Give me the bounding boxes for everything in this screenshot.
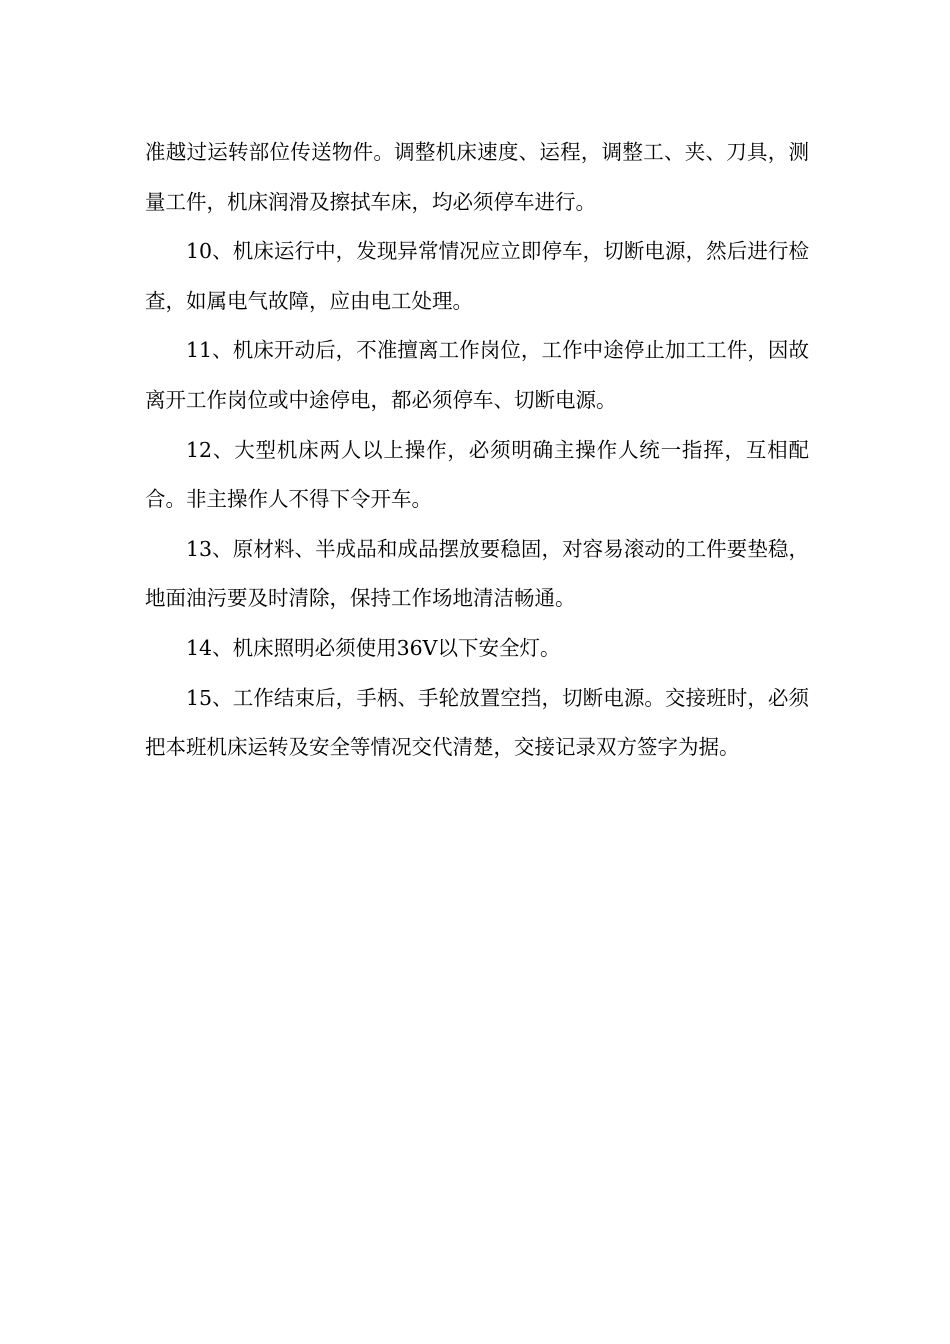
paragraph-continuation: 准越过运转部位传送物件。调整机床速度、运程，调整工、夹、刀具，测量工件，机床润滑及擦拭车床，均必须停车进行。: [145, 140, 809, 214]
paragraph-item-12: 12、大型机床两人以上操作，必须明确主操作人统一指挥，互相配合。非主操作人不得下令开车。: [145, 437, 809, 512]
document-body: [145, 128, 809, 773]
paragraph-item-11: 11、机床开动后，不准擅离工作岗位，工作中途停止加工工件，因故离开工作岗位或中途停电，都必须停车、切断电源。: [145, 338, 809, 412]
paragraph-item-14: 14、机床照明必须使用36V以下安全灯。: [186, 635, 561, 660]
paragraph-item-13: 13、原材料、半成品和成品摆放要稳固，对容易滚动的工件要垫稳，地面油污要及时清除，保持工作场地清洁畅通。: [145, 536, 809, 611]
paragraph-item-10: 10、机床运行中，发现异常情况应立即停车，切断电源，然后进行检查，如属电气故障，应由电工处理。: [145, 239, 809, 313]
paragraph-item-15: 15、工作结束后，手柄、手轮放置空挡，切断电源。交接班时，必须把本班机床运转及安全等情况交代清楚，交接记录双方签字为据。: [145, 685, 809, 760]
